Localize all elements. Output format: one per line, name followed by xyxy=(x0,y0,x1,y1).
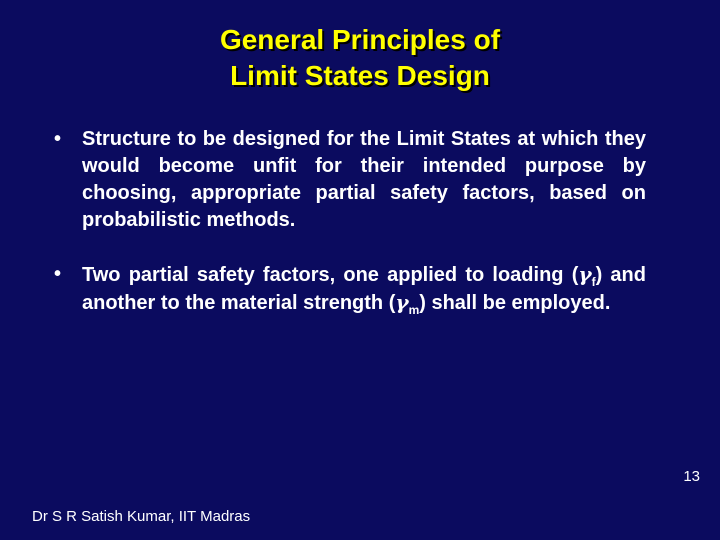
bullet-text-middle: ) and another to the material strength ( xyxy=(82,264,646,314)
bullet-text-before: Two partial safety factors, one applied to loading ( xyxy=(82,264,579,286)
bullet-marker: • xyxy=(54,128,62,150)
bullet-text: Structure to be designed for the Limit States at which they would become unfit for their intended purpose by choosing, appropriate partial safety factors, based on probabilistic methods. xyxy=(82,128,646,231)
gamma-f-subscript: f xyxy=(591,275,596,289)
bullet-item-limit-states xyxy=(54,126,646,234)
slide-title-line-1: General Principles of xyxy=(219,24,501,55)
bullet-text-after: ) shall be employed. xyxy=(419,292,611,314)
footer-author: Dr S R Satish Kumar, IIT Madras xyxy=(32,508,251,525)
gamma-f-symbol: γ xyxy=(578,262,592,286)
gamma-m-subscript: m xyxy=(408,303,420,317)
gamma-m-symbol: γ xyxy=(395,290,409,314)
slide-title-line-2: Limit States Design xyxy=(230,60,490,91)
page-number: 13 xyxy=(683,468,700,485)
bullet-item-partial-safety-factors xyxy=(54,261,646,317)
bullet-list xyxy=(54,126,646,317)
slide-title xyxy=(0,22,720,94)
bullet-marker: • xyxy=(54,263,62,285)
